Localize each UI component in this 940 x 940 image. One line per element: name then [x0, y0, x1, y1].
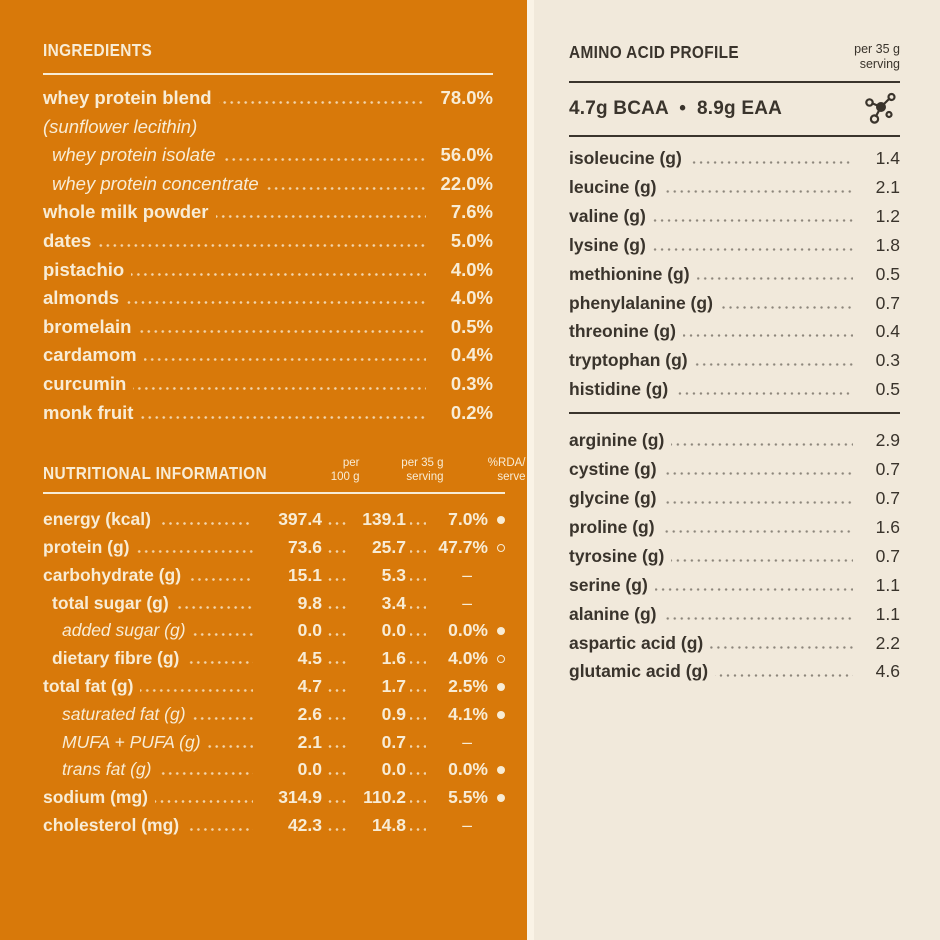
amino-value: 0.3 — [875, 350, 900, 371]
serving-note: per 35 g serving — [854, 42, 900, 71]
amino-row — [569, 289, 900, 318]
dotted-leader — [155, 800, 253, 803]
nutrition-label: dietary fibre (g) — [52, 648, 180, 669]
nutrition-row — [43, 756, 505, 784]
rda-marker-filled-dot — [497, 627, 505, 635]
dotted-leader — [326, 772, 348, 775]
nutrition-value-rda: 47.7% — [438, 536, 488, 557]
amino-row — [569, 317, 900, 346]
dotted-leader — [410, 745, 426, 748]
ingredient-name: whey protein blend — [43, 87, 212, 108]
nutrition-column-headers — [298, 457, 543, 484]
dotted-leader — [188, 578, 253, 581]
nutrition-label: total sugar (g) — [52, 592, 169, 613]
dotted-leader — [326, 522, 348, 525]
nutrition-value-rda: 5.5% — [448, 787, 488, 808]
ingredient-row — [43, 284, 493, 313]
amino-name: histidine (g) — [569, 379, 669, 400]
nutrition-row — [43, 645, 505, 673]
nutrition-header — [43, 457, 526, 484]
amino-name: leucine (g) — [569, 176, 657, 197]
ingredients-list — [43, 84, 493, 427]
amino-row — [569, 260, 900, 289]
nutrition-value-rda: 2.5% — [448, 675, 488, 696]
bcaa-eaa-text: 4.7g BCAA • 8.9g EAA — [569, 98, 783, 119]
amino-value: 0.4 — [875, 321, 900, 342]
ingredient-value: 22.0% — [440, 172, 493, 194]
dotted-leader — [410, 522, 426, 525]
nutrition-label: carbohydrate (g) — [43, 564, 182, 585]
amino-name: cystine (g) — [569, 459, 657, 480]
dotted-leader — [410, 633, 426, 636]
rda-marker-filled-dot — [497, 683, 505, 691]
dotted-leader — [662, 530, 853, 533]
nutrition-label: MUFA + PUFA (g) — [62, 731, 201, 752]
amino-value: 1.4 — [875, 148, 900, 168]
nutrition-table — [43, 506, 505, 840]
amino-value: 2.9 — [875, 430, 900, 451]
nutrition-row — [43, 534, 505, 562]
amino-acid-panel — [534, 0, 940, 940]
panel-divider — [527, 0, 534, 940]
ingredient-value: 78.0% — [440, 87, 493, 108]
dotted-leader — [715, 674, 853, 677]
amino-value: 0.5 — [875, 263, 900, 284]
amino-value: 2.1 — [875, 176, 900, 197]
dotted-leader — [410, 606, 426, 609]
nutrition-value-per100: 0.0 — [297, 759, 322, 780]
ingredient-row — [43, 399, 493, 428]
amino-value: 1.1 — [875, 603, 900, 624]
nutrition-value-rda: 4.0% — [448, 648, 488, 669]
rda-marker — [488, 683, 505, 691]
dotted-leader — [664, 617, 853, 620]
ingredient-name: monk fruit — [43, 401, 134, 423]
nutrition-value-rda: 0.0% — [448, 620, 488, 641]
ingredient-value: 0.3% — [450, 372, 493, 394]
nutrition-label: added sugar (g) — [62, 620, 186, 641]
ingredient-name: curcumin — [43, 372, 127, 394]
ingredient-value: 7.6% — [450, 201, 493, 223]
nutrition-row — [43, 812, 505, 840]
amino-name: alanine (g) — [569, 603, 657, 624]
dotted-leader — [653, 219, 853, 222]
non-essential-amino-list — [569, 426, 900, 686]
dotted-leader — [410, 772, 426, 775]
ingredient-row — [43, 113, 493, 142]
rda-marker — [488, 794, 505, 802]
nutrition-value-per100: 0.0 — [297, 620, 322, 641]
nutrition-value-per35: 0.7 — [381, 731, 406, 752]
ingredient-name: whey protein isolate — [52, 144, 216, 166]
nutrition-value-per35: 139.1 — [362, 509, 406, 530]
nutrition-value-per35: 0.0 — [381, 620, 406, 641]
amino-name: threonine (g) — [569, 321, 676, 342]
ingredient-row — [43, 141, 493, 170]
rda-marker — [488, 711, 505, 719]
dotted-leader — [176, 606, 253, 609]
nutrition-value-per35: 25.7 — [371, 536, 406, 557]
dotted-leader — [140, 689, 253, 692]
amino-row — [569, 542, 900, 571]
amino-row — [569, 173, 900, 202]
dotted-leader — [675, 392, 853, 395]
nutrition-label: sodium (mg) — [43, 787, 148, 808]
nutrition-rule — [43, 492, 505, 494]
nutrition-value-per100: 2.1 — [297, 731, 322, 752]
nutrition-row — [43, 784, 505, 812]
dotted-leader — [664, 472, 853, 475]
nutrition-value-per100: 4.5 — [297, 648, 322, 669]
amino-row — [569, 144, 900, 173]
dotted-leader — [410, 550, 426, 553]
nutrition-value-rda: 7.0% — [448, 509, 488, 530]
amino-name: tyrosine (g) — [569, 545, 665, 566]
amino-name: lysine (g) — [569, 234, 646, 255]
amino-title: AMINO ACID PROFILE — [569, 42, 740, 62]
nutrition-label: total fat (g) — [43, 675, 134, 696]
nutrition-value-per100: 397.4 — [278, 509, 322, 530]
amino-name: isoleucine (g) — [569, 148, 682, 168]
amino-row — [569, 231, 900, 260]
ingredient-value: 0.4% — [450, 344, 493, 366]
nutrition-label: protein (g) — [43, 536, 130, 557]
dotted-leader — [410, 661, 426, 664]
amino-row — [569, 375, 900, 404]
dotted-leader — [326, 828, 348, 831]
summary-rule — [569, 135, 900, 137]
rda-marker — [488, 516, 505, 524]
amino-value: 0.7 — [875, 292, 900, 313]
amino-header — [569, 42, 900, 72]
amino-name: proline (g) — [569, 516, 655, 537]
amino-name: methionine (g) — [569, 263, 690, 284]
nutrition-value-per35: 0.9 — [381, 703, 406, 724]
amino-row — [569, 346, 900, 375]
dotted-leader — [695, 363, 853, 366]
dotted-leader — [653, 248, 853, 251]
dotted-leader — [186, 828, 253, 831]
ingredient-name: bromelain — [43, 315, 132, 337]
ingredient-name: dates — [43, 229, 92, 251]
nutrition-value-per35: 1.7 — [381, 675, 406, 696]
rda-marker-open-dot — [497, 655, 505, 663]
dotted-leader — [410, 689, 426, 692]
dotted-leader — [133, 387, 426, 390]
nutrition-value-rda: – — [462, 814, 472, 835]
ingredient-row — [43, 341, 493, 370]
nutrition-value-per100: 4.7 — [297, 675, 322, 696]
dotted-leader — [98, 244, 426, 247]
dotted-leader — [671, 559, 853, 562]
amino-value: 0.5 — [875, 379, 900, 400]
ingredient-name: (sunflower lecithin) — [43, 115, 198, 137]
amino-row — [569, 202, 900, 231]
dotted-leader — [326, 633, 348, 636]
amino-row — [569, 484, 900, 513]
ingredient-row — [43, 256, 493, 285]
ingredients-rule — [43, 73, 493, 75]
essential-amino-list — [569, 144, 900, 404]
amino-group-rule — [569, 412, 900, 414]
amino-value: 4.6 — [875, 661, 900, 682]
nutrition-value-per35: 110.2 — [363, 787, 406, 808]
nutrition-row — [43, 506, 505, 534]
dotted-leader — [410, 828, 426, 831]
amino-row — [569, 455, 900, 484]
dotted-leader — [131, 273, 426, 276]
dotted-leader — [689, 161, 853, 164]
amino-name: arginine (g) — [569, 430, 665, 451]
nutrition-value-rda: – — [462, 592, 472, 613]
amino-name: valine (g) — [569, 205, 646, 226]
dotted-leader — [326, 550, 348, 553]
dotted-leader — [208, 745, 253, 748]
ingredient-row — [43, 198, 493, 227]
column-header-per-100g: per 100 g — [330, 457, 360, 483]
dotted-leader — [126, 301, 426, 304]
dotted-leader — [664, 190, 853, 193]
nutrition-value-rda: – — [462, 731, 472, 752]
amino-value: 1.6 — [875, 516, 900, 537]
dotted-leader — [223, 158, 426, 161]
dotted-leader — [326, 745, 348, 748]
dotted-leader — [158, 772, 253, 775]
amino-name: glutamic acid (g) — [569, 661, 709, 682]
nutrition-value-rda: 4.1% — [448, 703, 488, 724]
dotted-leader — [137, 550, 253, 553]
ingredient-name: almonds — [43, 287, 120, 309]
bcaa-eaa-summary — [569, 83, 900, 135]
nutrition-row — [43, 617, 505, 645]
amino-value: 1.8 — [875, 234, 900, 255]
ingredient-value: 5.0% — [450, 229, 493, 251]
rda-marker — [488, 766, 505, 774]
dotted-leader — [664, 501, 853, 504]
ingredient-name: whole milk powder — [43, 201, 209, 223]
amino-row — [569, 657, 900, 686]
dotted-leader — [186, 661, 253, 664]
nutrition-value-per100: 15.1 — [287, 564, 322, 585]
rda-marker-filled-dot — [497, 516, 505, 524]
ingredient-name: cardamom — [43, 344, 137, 366]
ingredient-name: whey protein concentrate — [52, 172, 259, 194]
nutrition-value-rda: – — [462, 564, 472, 585]
nutrition-label: trans fat (g) — [62, 759, 152, 780]
ingredient-row — [43, 84, 493, 113]
molecule-icon — [862, 90, 900, 128]
dotted-leader — [697, 277, 853, 280]
nutrition-value-per35: 5.3 — [381, 564, 406, 585]
dotted-leader — [219, 101, 426, 104]
nutrition-value-per35: 14.8 — [371, 814, 406, 835]
nutrition-value-per100: 42.3 — [287, 814, 322, 835]
ingredient-row — [43, 170, 493, 199]
nutrition-value-per100: 314.9 — [278, 787, 322, 808]
column-header-per-35g: per 35 g serving — [401, 457, 444, 483]
nutrition-title: NUTRITIONAL INFORMATION — [43, 463, 267, 484]
nutrition-value-per35: 1.6 — [381, 648, 406, 669]
dotted-leader — [138, 330, 426, 333]
nutrition-row — [43, 701, 505, 729]
dotted-leader — [158, 522, 253, 525]
ingredient-value: 56.0% — [440, 144, 493, 166]
rda-marker-filled-dot — [497, 794, 505, 802]
amino-name: tryptophan (g) — [569, 350, 688, 371]
dotted-leader — [326, 606, 348, 609]
ingredient-value: 4.0% — [450, 287, 493, 309]
nutrition-label: cholesterol (mg) — [43, 814, 180, 835]
ingredient-row — [43, 227, 493, 256]
nutrition-row — [43, 729, 505, 757]
dotted-leader — [683, 334, 853, 337]
amino-row — [569, 629, 900, 658]
ingredient-row — [43, 313, 493, 342]
rda-marker-filled-dot — [497, 711, 505, 719]
dotted-leader — [326, 717, 348, 720]
amino-row — [569, 571, 900, 600]
amino-name: glycine (g) — [569, 487, 657, 508]
amino-row — [569, 513, 900, 542]
dotted-leader — [326, 800, 348, 803]
amino-row — [569, 600, 900, 629]
nutrition-value-per100: 2.6 — [297, 703, 322, 724]
dotted-leader — [655, 588, 853, 591]
nutrition-row — [43, 673, 505, 701]
dotted-leader — [410, 717, 426, 720]
ingredient-value: 4.0% — [450, 258, 493, 280]
rda-marker — [488, 655, 505, 663]
ingredient-value: 0.2% — [450, 401, 493, 423]
nutrition-row — [43, 562, 505, 590]
dotted-leader — [144, 358, 426, 361]
amino-value: 0.7 — [875, 459, 900, 480]
amino-value: 0.7 — [875, 487, 900, 508]
dotted-leader — [326, 661, 348, 664]
ingredients-title: INGREDIENTS — [43, 40, 153, 60]
ingredient-name: pistachio — [43, 258, 125, 280]
rda-marker — [488, 627, 505, 635]
dotted-leader — [193, 717, 253, 720]
dotted-leader — [326, 578, 348, 581]
dotted-leader — [216, 215, 427, 218]
amino-value: 2.2 — [875, 632, 900, 653]
amino-value: 0.7 — [875, 545, 900, 566]
nutrition-value-rda: 0.0% — [448, 759, 488, 780]
ingredient-row — [43, 370, 493, 399]
dotted-leader — [710, 646, 853, 649]
amino-name: aspartic acid (g) — [569, 632, 704, 653]
rda-marker-open-dot — [497, 544, 505, 552]
nutrition-value-per35: 3.4 — [381, 592, 406, 613]
nutrition-value-per100: 73.6 — [287, 536, 322, 557]
amino-name: phenylalanine (g) — [569, 292, 713, 313]
amino-value: 1.1 — [875, 574, 900, 595]
dotted-leader — [671, 443, 853, 446]
nutrition-label: energy (kcal) — [43, 509, 151, 530]
nutrition-value-per35: 0.0 — [381, 759, 406, 780]
rda-marker-filled-dot — [497, 766, 505, 774]
dotted-leader — [410, 800, 426, 803]
dotted-leader — [326, 689, 348, 692]
column-header-rda: %RDA/ serve — [487, 457, 526, 483]
dotted-leader — [410, 578, 426, 581]
ingredient-value: 0.5% — [450, 315, 493, 337]
amino-value: 1.2 — [875, 205, 900, 226]
amino-row — [569, 426, 900, 455]
nutrition-value-per100: 9.8 — [297, 592, 322, 613]
amino-name: serine (g) — [569, 574, 648, 595]
dotted-leader — [193, 633, 253, 636]
rda-marker — [488, 544, 505, 552]
dotted-leader — [140, 416, 426, 419]
nutrition-label: saturated fat (g) — [62, 703, 186, 724]
dotted-leader — [720, 306, 853, 309]
nutrition-row — [43, 590, 505, 618]
dotted-leader — [266, 187, 426, 190]
